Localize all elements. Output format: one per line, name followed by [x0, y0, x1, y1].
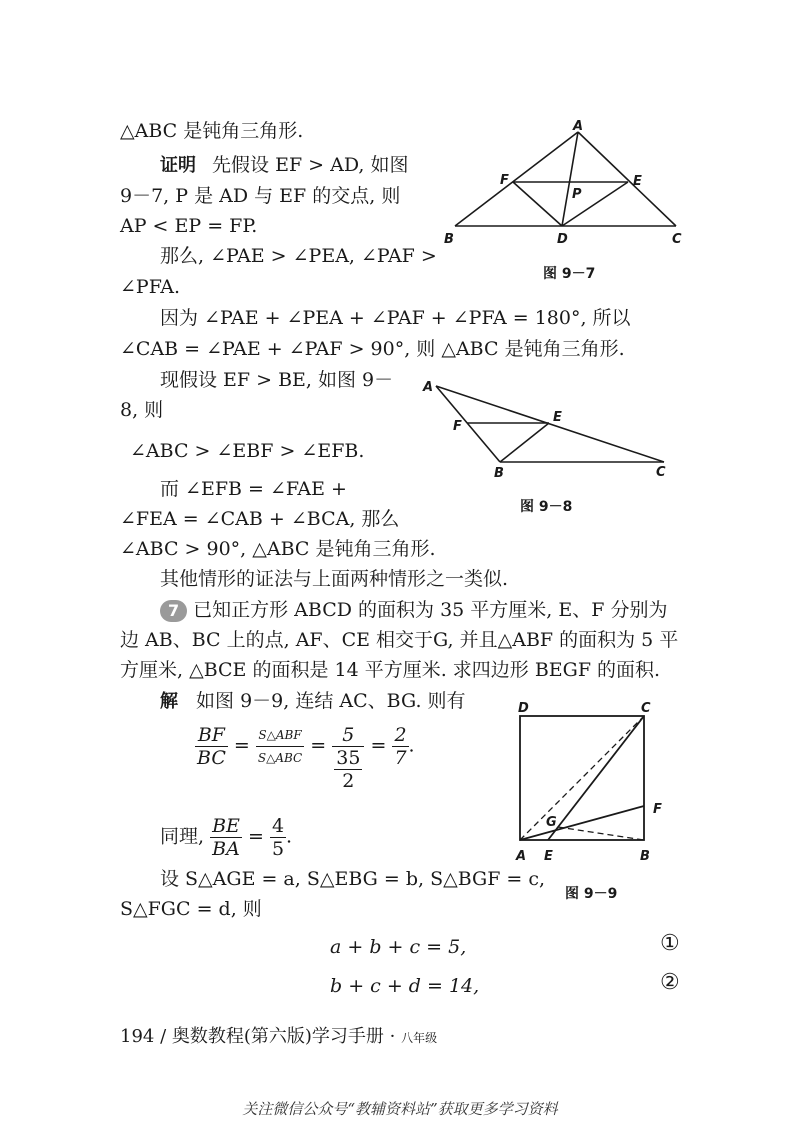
- solution-label: 解: [160, 691, 178, 712]
- line-11: ∠ABC > ∠EBF > ∠EFB.: [130, 440, 365, 462]
- frac-be: BE: [212, 815, 240, 837]
- frac-bf: BF: [195, 724, 228, 747]
- frac-bf-bc: [195, 724, 228, 769]
- page-number: 194 /: [120, 1026, 167, 1047]
- five: 5: [332, 724, 364, 747]
- line-12: 而 ∠EFB = ∠FAE +: [160, 478, 347, 500]
- formula-ratio: [195, 724, 415, 792]
- fig97-fd: [513, 182, 562, 226]
- line-4: AP < EP = FP.: [120, 215, 258, 237]
- fig99-caption: 图 9－9: [565, 886, 618, 902]
- fig97-side-ac: [578, 132, 676, 226]
- fig97-label-d: D: [557, 232, 568, 247]
- equation-1-number: ①: [660, 931, 680, 956]
- fig99-label-b: B: [640, 849, 650, 864]
- fig99-label-f: F: [653, 802, 662, 817]
- frac-4-5: [270, 815, 286, 860]
- fig98-label-a: A: [423, 380, 434, 395]
- frac-areas: [256, 724, 304, 769]
- five-den: 5: [271, 838, 285, 860]
- grade-label: 八年级: [401, 1031, 438, 1045]
- equation-1: a + b + c = 5,: [330, 936, 467, 958]
- fig98-label-c: C: [656, 465, 666, 480]
- fig99-af: [520, 806, 644, 840]
- fig99-bg-dashed: [558, 827, 644, 840]
- fig99-label-a: A: [516, 849, 527, 864]
- line-8: ∠CAB = ∠PAE + ∠PAF > 90°, 则 △ABC 是钝角三角形.: [120, 338, 625, 360]
- line-16: [160, 597, 667, 623]
- line-1: △ABC 是钝角三角形.: [120, 120, 304, 142]
- fig97-label-f: F: [500, 173, 509, 188]
- equation-2-number: ②: [660, 970, 680, 995]
- figure-9-7: [440, 118, 690, 253]
- figure-9-9: [508, 698, 678, 868]
- inner-frac: [332, 747, 364, 792]
- fig97-label-c: C: [672, 232, 682, 247]
- eq-sign-2: =: [310, 734, 327, 757]
- proof-label: 证明: [160, 155, 196, 176]
- frac-bc: BC: [197, 747, 226, 769]
- fig97-label-a: A: [573, 119, 584, 134]
- line-22: S△FGC = d, 则: [120, 898, 262, 920]
- line-13: ∠FEA = ∠CAB + ∠BCA, 那么: [120, 508, 400, 530]
- fig99-label-e: E: [544, 849, 553, 864]
- formula2-end: .: [286, 825, 293, 848]
- line-9: 现假设 EF > BE, 如图 9－: [160, 369, 394, 391]
- line-2-text: 先假设 EF > AD, 如图: [212, 154, 409, 176]
- fig99-label-c: C: [641, 701, 651, 716]
- line-5: 那么, ∠PAE > ∠PEA, ∠PAF >: [160, 245, 437, 267]
- s-abc: S△ABC: [257, 751, 303, 765]
- thirtyfive: 35: [336, 747, 361, 769]
- page-footer: [120, 1022, 437, 1048]
- line-16-text: 已知正方形 ABCD 的面积为 35 平方厘米, E、F 分别为: [193, 599, 668, 621]
- frac-2-7: [392, 724, 408, 769]
- s-abf: S△ABF: [256, 724, 304, 747]
- equation-2: b + c + d = 14,: [330, 975, 480, 997]
- four: 4: [271, 815, 285, 837]
- fig97-caption: 图 9－7: [543, 266, 596, 282]
- line-2: [160, 152, 409, 179]
- line-20-prefix: 同理,: [160, 825, 205, 848]
- fig98-label-b: B: [494, 466, 504, 480]
- line-18: 方厘米, △BCE 的面积是 14 平方厘米. 求四边形 BEGF 的面积.: [120, 659, 661, 681]
- figure-9-8: [420, 378, 680, 480]
- line-10: 8, 则: [120, 399, 164, 421]
- fig99-ac-dashed: [520, 716, 644, 840]
- fig97-ad: [562, 132, 578, 226]
- fig99-square: [520, 716, 644, 840]
- fig97-label-p: P: [572, 187, 582, 202]
- fig97-side-ab: [455, 132, 578, 226]
- line-19: [160, 688, 466, 715]
- fig97-label-b: B: [444, 232, 454, 247]
- formula-similar: [160, 815, 292, 860]
- res-den: 7: [394, 747, 407, 769]
- eq-sign-3: =: [370, 734, 387, 757]
- frac-ba: BA: [212, 838, 240, 860]
- promo-text: 关注微信公众号“教辅资料站”获取更多学习资料: [242, 1100, 558, 1118]
- fig98-caption: 图 9－8: [520, 499, 573, 515]
- frac-5-over-35-2: [332, 724, 364, 792]
- fig98-label-e: E: [553, 410, 562, 425]
- line-21: 设 S△AGE = a, S△EBG = b, S△BGF = c,: [160, 868, 546, 890]
- line-19-text: 如图 9－9, 连结 AC、BG. 则有: [196, 690, 466, 712]
- frac-be-ba: [210, 815, 242, 860]
- fig99-label-g: G: [546, 815, 557, 830]
- book-title: 奥数教程(第六版)学习手册 ·: [171, 1026, 396, 1047]
- line-14: ∠ABC > 90°, △ABC 是钝角三角形.: [120, 538, 436, 560]
- fig99-ce: [548, 716, 644, 840]
- fig99-label-d: D: [518, 701, 529, 716]
- frac-35-2: [334, 747, 362, 792]
- problem-number-badge: 7: [160, 600, 187, 622]
- line-7: 因为 ∠PAE + ∠PEA + ∠PAF + ∠PFA = 180°, 所以: [160, 307, 631, 329]
- two: 2: [342, 770, 355, 792]
- line-6: ∠PFA.: [120, 276, 180, 298]
- res-num: 2: [394, 724, 407, 746]
- fig98-side-ac: [436, 386, 664, 462]
- formula1-end: .: [408, 734, 415, 757]
- line-3: 9－7, P 是 AD 与 EF 的交点, 则: [120, 185, 401, 207]
- eq-sign-1: =: [233, 734, 250, 757]
- fig98-label-f: F: [453, 419, 462, 434]
- line-15: 其他情形的证法与上面两种情形之一类似.: [160, 568, 509, 590]
- eq-sign-4: =: [247, 825, 264, 848]
- line-17: 边 AB、BC 上的点, AF、CE 相交于G, 并且△ABF 的面积为 5 平: [120, 629, 679, 651]
- fig98-be: [500, 423, 549, 462]
- fig97-label-e: E: [633, 174, 642, 189]
